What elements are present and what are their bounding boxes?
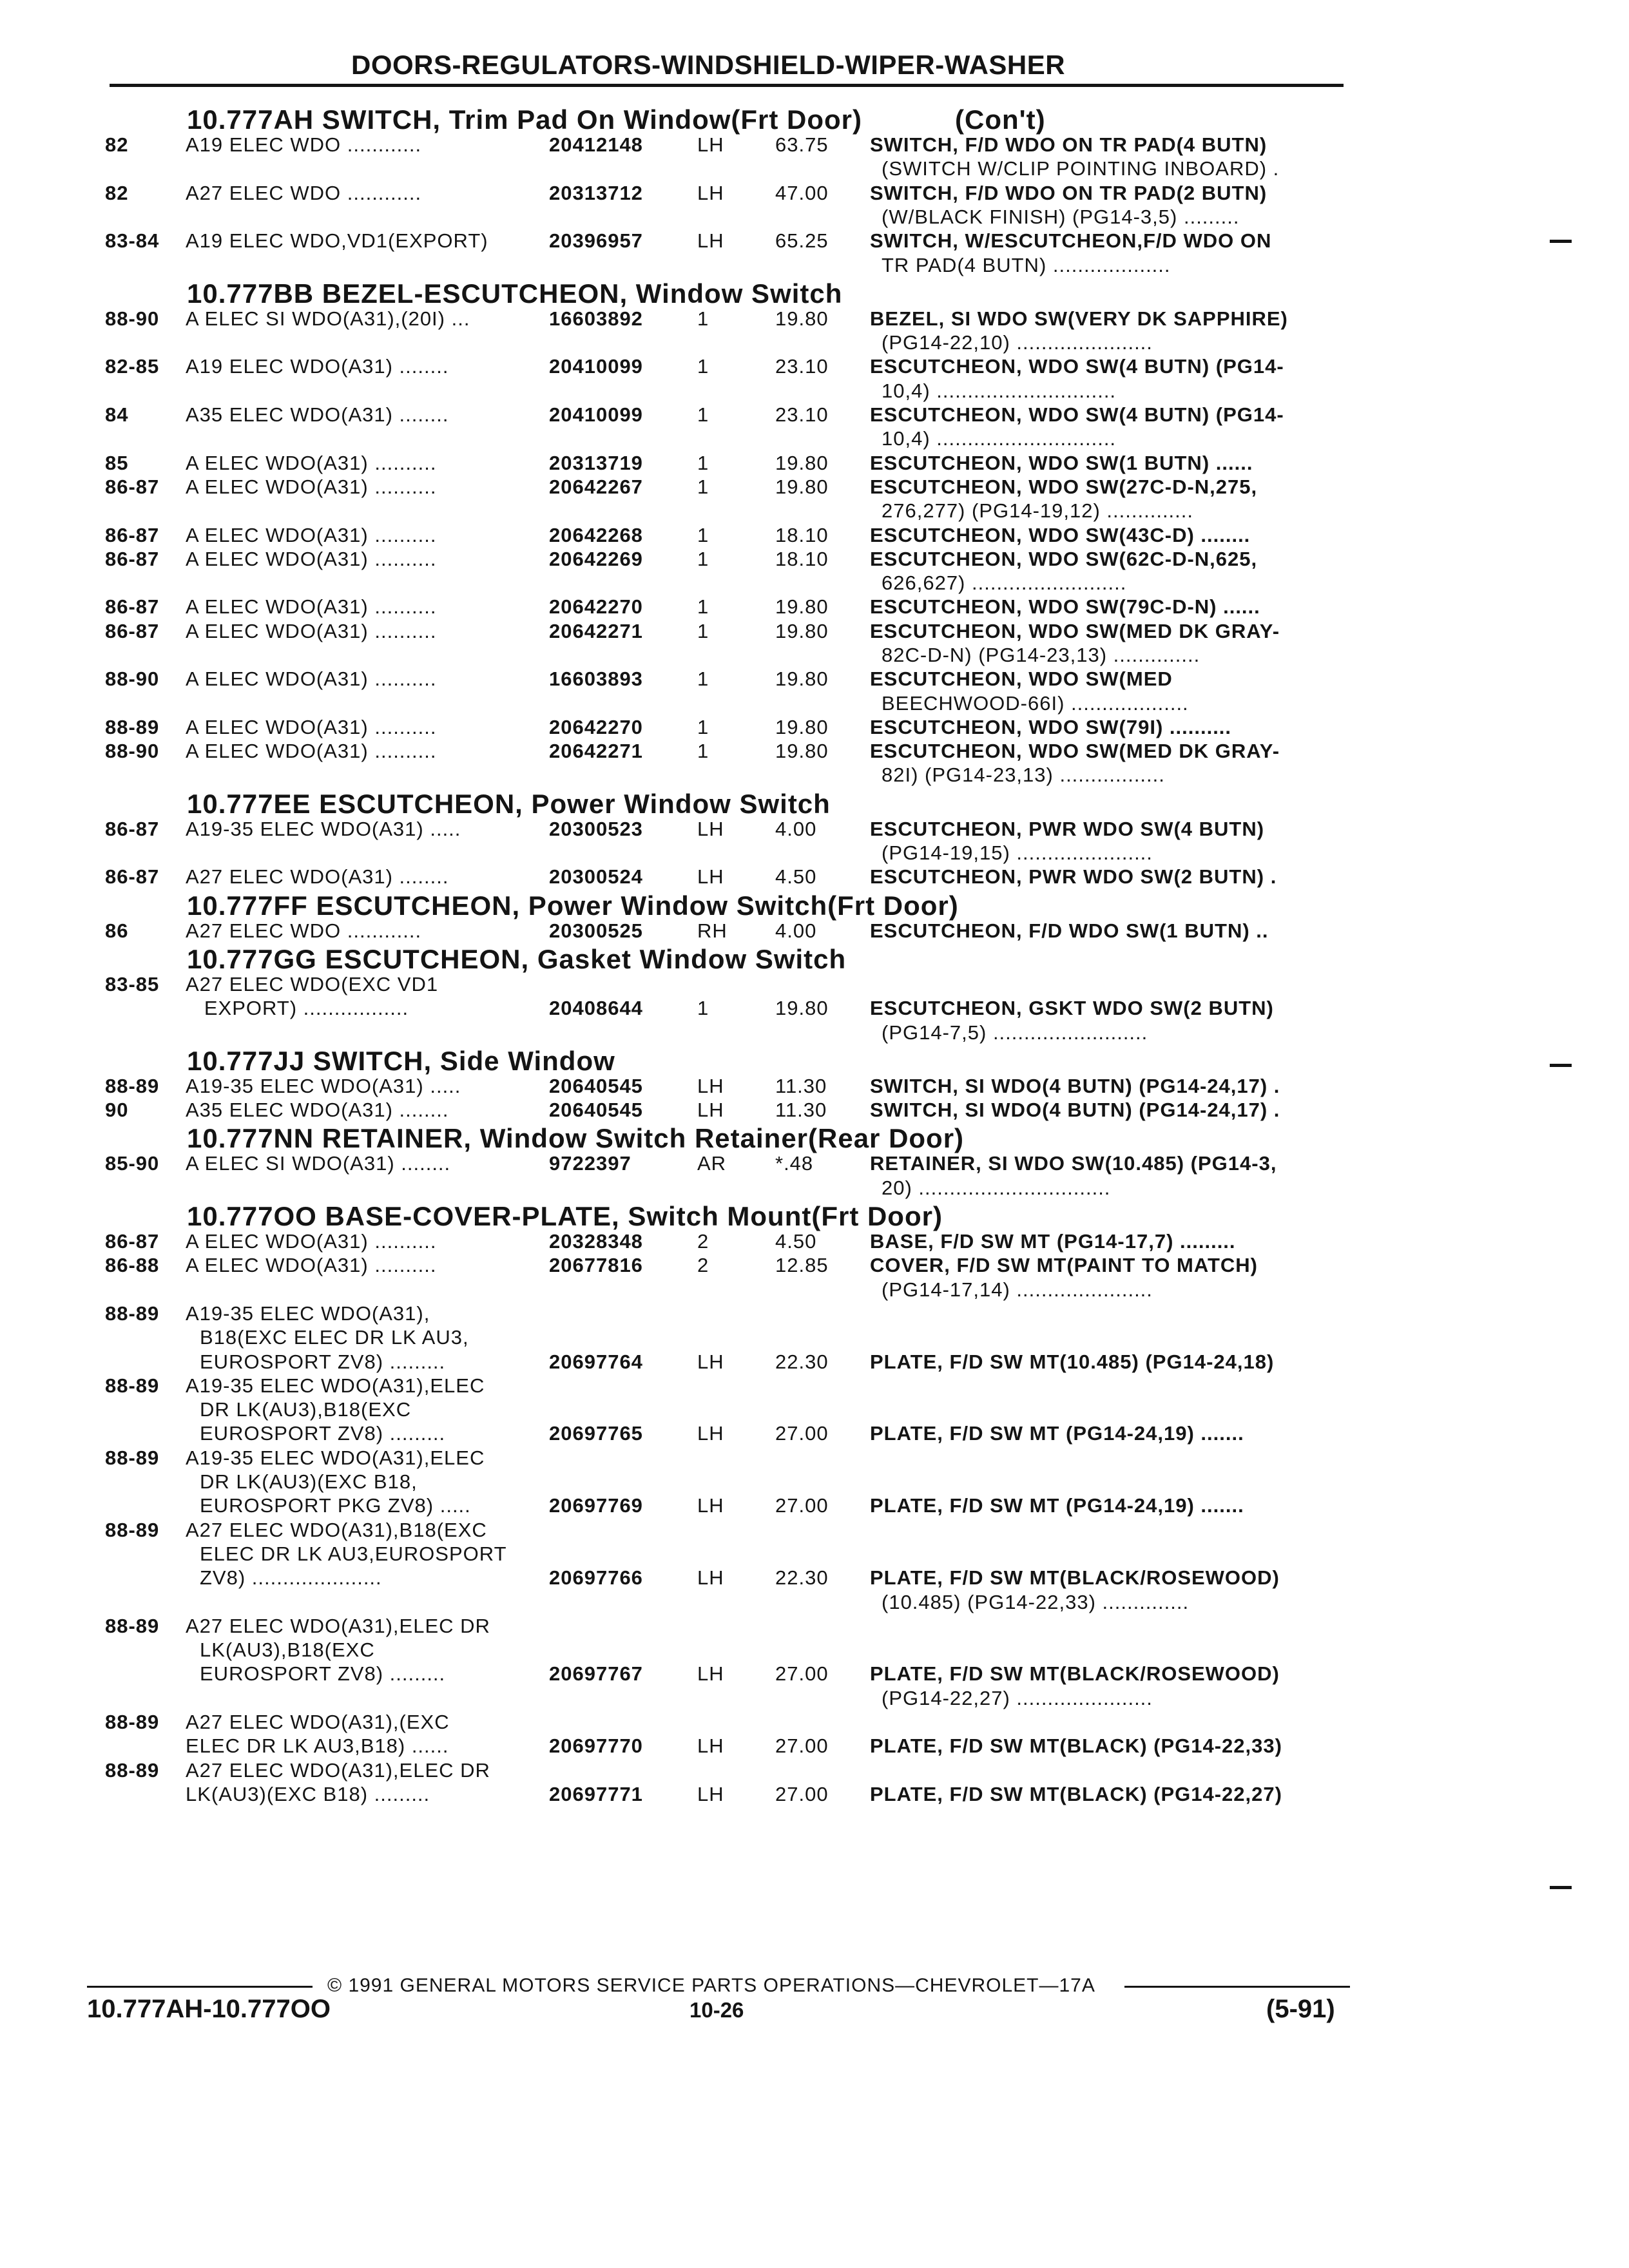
model-application: A ELEC WDO(A31) .......... xyxy=(186,595,437,618)
model-application: A27 ELEC WDO(A31),ELEC DR xyxy=(186,1615,490,1637)
model-application: ELEC DR LK AU3,B18) ...... xyxy=(186,1735,449,1757)
part-number: 20300523 xyxy=(549,818,643,840)
part-description: 20) ............................... xyxy=(882,1177,1111,1199)
part-number: 20642268 xyxy=(549,524,643,546)
model-application: A ELEC WDO(A31) .......... xyxy=(186,716,437,738)
list-price: 27.00 xyxy=(775,1422,829,1445)
footer-page-number: 10-26 xyxy=(689,1998,744,2022)
model-year: 86-87 xyxy=(105,818,160,840)
model-application: A19 ELEC WDO,VD1(EXPORT) xyxy=(186,229,488,252)
part-description: PLATE, F/D SW MT(BLACK) (PG14-22,33) xyxy=(870,1735,1282,1757)
model-application: A ELEC WDO(A31) .......... xyxy=(186,1230,437,1253)
part-number: 20697771 xyxy=(549,1783,643,1805)
part-description: ESCUTCHEON, F/D WDO SW(1 BUTN) .. xyxy=(870,919,1269,942)
page-header-title: DOORS-REGULATORS-WINDSHIELD-WIPER-WASHER xyxy=(351,50,1066,80)
part-number: 20410099 xyxy=(549,355,643,378)
model-application: EXPORT) ................. xyxy=(186,997,409,1019)
model-application: A ELEC WDO(A31) .......... xyxy=(186,524,437,546)
list-price: 19.80 xyxy=(775,307,829,330)
model-year: 86-87 xyxy=(105,548,160,570)
part-description: 10,4) ............................. xyxy=(882,427,1117,450)
part-description: 82C-D-N) (PG14-23,13) .............. xyxy=(882,644,1200,666)
part-description: TR PAD(4 BUTN) ................... xyxy=(882,254,1171,276)
section-title: 10.777AH SWITCH, Trim Pad On Window(Frt Door) xyxy=(187,104,863,135)
model-application: A ELEC SI WDO(A31) ........ xyxy=(186,1152,451,1175)
list-price: 19.80 xyxy=(775,668,829,690)
model-application: EUROSPORT ZV8) ......... xyxy=(200,1662,446,1685)
model-application: A ELEC WDO(A31) .......... xyxy=(186,452,437,474)
quantity: 2 xyxy=(697,1254,709,1276)
quantity: LH xyxy=(697,1422,724,1445)
list-price: 27.00 xyxy=(775,1783,829,1805)
model-application: A27 ELEC WDO(EXC VD1 xyxy=(186,973,439,995)
model-year: 86 xyxy=(105,919,129,942)
quantity: LH xyxy=(697,1099,724,1121)
model-application: LK(AU3),B18(EXC xyxy=(200,1639,375,1661)
list-price: 23.10 xyxy=(775,403,829,426)
part-number: 20697764 xyxy=(549,1350,643,1373)
list-price: 11.30 xyxy=(775,1075,827,1097)
list-price: 27.00 xyxy=(775,1662,829,1685)
part-number: 20410099 xyxy=(549,403,643,426)
model-application: A ELEC WDO(A31) .......... xyxy=(186,620,437,642)
quantity: 1 xyxy=(697,548,709,570)
section-title: 10.777GG ESCUTCHEON, Gasket Window Switch xyxy=(187,944,847,974)
model-application: ZV8) ..................... xyxy=(200,1566,382,1589)
part-description: ESCUTCHEON, WDO SW(27C-D-N,275, xyxy=(870,476,1258,498)
part-number: 20642270 xyxy=(549,595,643,618)
list-price: 19.80 xyxy=(775,716,829,738)
quantity: 1 xyxy=(697,668,709,690)
model-year: 84 xyxy=(105,403,129,426)
part-description: BASE, F/D SW MT (PG14-17,7) ......... xyxy=(870,1230,1236,1253)
model-application: A35 ELEC WDO(A31) ........ xyxy=(186,403,449,426)
quantity: 1 xyxy=(697,403,709,426)
quantity: LH xyxy=(697,229,724,252)
part-description: PLATE, F/D SW MT(10.485) (PG14-24,18) xyxy=(870,1350,1275,1373)
list-price: 19.80 xyxy=(775,452,829,474)
part-number: 20697769 xyxy=(549,1494,643,1517)
model-year: 88-89 xyxy=(105,716,160,738)
section-title: 10.777EE ESCUTCHEON, Power Window Switch xyxy=(187,789,831,819)
list-price: 19.80 xyxy=(775,476,829,498)
part-description: PLATE, F/D SW MT(BLACK/ROSEWOOD) xyxy=(870,1662,1280,1685)
part-number: 20677816 xyxy=(549,1254,643,1276)
part-number: 20642267 xyxy=(549,476,643,498)
list-price: 18.10 xyxy=(775,524,829,546)
part-description: SWITCH, W/ESCUTCHEON,F/D WDO ON xyxy=(870,229,1272,252)
part-number: 16603892 xyxy=(549,307,643,330)
quantity: LH xyxy=(697,182,724,204)
part-number: 20300525 xyxy=(549,919,643,942)
quantity: 1 xyxy=(697,524,709,546)
margin-tick xyxy=(1550,1886,1572,1889)
footer-date: (5-91) xyxy=(1266,1995,1335,2023)
header-rule xyxy=(110,84,1344,87)
part-description: 10,4) ............................. xyxy=(882,380,1117,402)
model-year: 83-85 xyxy=(105,973,160,995)
list-price: 22.30 xyxy=(775,1350,829,1373)
model-application: A ELEC WDO(A31) .......... xyxy=(186,476,437,498)
model-year: 88-89 xyxy=(105,1075,160,1097)
model-application: A19 ELEC WDO(A31) ........ xyxy=(186,355,449,378)
model-application: A19-35 ELEC WDO(A31) ..... xyxy=(186,1075,461,1097)
model-application: B18(EXC ELEC DR LK AU3, xyxy=(200,1326,469,1349)
part-number: 20642271 xyxy=(549,620,643,642)
footer-rule-left xyxy=(87,1986,313,1988)
model-application: EUROSPORT ZV8) ......... xyxy=(200,1422,446,1445)
quantity: 2 xyxy=(697,1230,709,1253)
list-price: 19.80 xyxy=(775,997,829,1019)
section-title: 10.777NN RETAINER, Window Switch Retainer(Rear Door) xyxy=(187,1123,965,1153)
part-description: ESCUTCHEON, WDO SW(79I) .......... xyxy=(870,716,1232,738)
list-price: 4.00 xyxy=(775,919,817,942)
part-description: (PG14-7,5) ......................... xyxy=(882,1021,1148,1044)
model-application: A27 ELEC WDO(A31) ........ xyxy=(186,865,449,888)
quantity: 1 xyxy=(697,452,709,474)
section-title: 10.777OO BASE-COVER-PLATE, Switch Mount(Frt Door) xyxy=(187,1201,943,1231)
part-number: 20300524 xyxy=(549,865,643,888)
part-description: ESCUTCHEON, GSKT WDO SW(2 BUTN) xyxy=(870,997,1274,1019)
model-year: 88-89 xyxy=(105,1446,160,1469)
model-application: A ELEC WDO(A31) .......... xyxy=(186,740,437,762)
model-year: 88-89 xyxy=(105,1374,160,1397)
list-price: 65.25 xyxy=(775,229,829,252)
part-number: 20313712 xyxy=(549,182,643,204)
part-number: 20640545 xyxy=(549,1075,643,1097)
part-description: SWITCH, SI WDO(4 BUTN) (PG14-24,17) . xyxy=(870,1099,1280,1121)
model-application: A27 ELEC WDO(A31),B18(EXC xyxy=(186,1519,487,1541)
part-description: ESCUTCHEON, WDO SW(62C-D-N,625, xyxy=(870,548,1258,570)
quantity: LH xyxy=(697,1075,724,1097)
quantity: LH xyxy=(697,818,724,840)
list-price: 63.75 xyxy=(775,133,829,156)
list-price: *.48 xyxy=(775,1152,814,1175)
part-number: 9722397 xyxy=(549,1152,631,1175)
part-description: (PG14-22,27) ...................... xyxy=(882,1687,1153,1709)
part-description: PLATE, F/D SW MT(BLACK) (PG14-22,27) xyxy=(870,1783,1282,1805)
model-application: DR LK(AU3)(EXC B18, xyxy=(200,1470,418,1493)
part-description: ESCUTCHEON, WDO SW(1 BUTN) ...... xyxy=(870,452,1253,474)
part-description: (SWITCH W/CLIP POINTING INBOARD) . xyxy=(882,157,1280,180)
model-application: A ELEC WDO(A31) .......... xyxy=(186,548,437,570)
part-number: 20642269 xyxy=(549,548,643,570)
model-year: 86-87 xyxy=(105,476,160,498)
section-continued-label: (Con't) xyxy=(955,104,1046,135)
quantity: RH xyxy=(697,919,728,942)
list-price: 11.30 xyxy=(775,1099,827,1121)
part-description: 276,277) (PG14-19,12) .............. xyxy=(882,499,1194,522)
model-year: 88-89 xyxy=(105,1711,160,1733)
quantity: LH xyxy=(697,1566,724,1589)
part-description: PLATE, F/D SW MT(BLACK/ROSEWOOD) xyxy=(870,1566,1280,1589)
part-description: SWITCH, SI WDO(4 BUTN) (PG14-24,17) . xyxy=(870,1075,1280,1097)
part-description: PLATE, F/D SW MT (PG14-24,19) ....... xyxy=(870,1422,1244,1445)
part-description: (PG14-17,14) ...................... xyxy=(882,1278,1153,1301)
quantity: LH xyxy=(697,865,724,888)
model-year: 88-90 xyxy=(105,307,160,330)
model-year: 88-89 xyxy=(105,1615,160,1637)
model-year: 86-88 xyxy=(105,1254,160,1276)
model-application: EUROSPORT PKG ZV8) ..... xyxy=(200,1494,471,1517)
footer-rule-right xyxy=(1124,1986,1350,1988)
list-price: 4.00 xyxy=(775,818,817,840)
quantity: 1 xyxy=(697,740,709,762)
part-description: (10.485) (PG14-22,33) .............. xyxy=(882,1591,1190,1613)
quantity: LH xyxy=(697,1783,724,1805)
list-price: 23.10 xyxy=(775,355,829,378)
quantity: AR xyxy=(697,1152,727,1175)
part-number: 20396957 xyxy=(549,229,643,252)
part-number: 20412148 xyxy=(549,133,643,156)
model-application: A27 ELEC WDO ............ xyxy=(186,182,422,204)
model-year: 82-85 xyxy=(105,355,160,378)
model-year: 88-90 xyxy=(105,668,160,690)
part-number: 20640545 xyxy=(549,1099,643,1121)
part-description: 82I) (PG14-23,13) ................. xyxy=(882,764,1165,786)
quantity: 1 xyxy=(697,997,709,1019)
list-price: 18.10 xyxy=(775,548,829,570)
list-price: 4.50 xyxy=(775,1230,817,1253)
model-year: 88-89 xyxy=(105,1302,160,1325)
model-year: 86-87 xyxy=(105,595,160,618)
section-title: 10.777JJ SWITCH, Side Window xyxy=(187,1046,615,1076)
model-year: 86-87 xyxy=(105,1230,160,1253)
part-number: 16603893 xyxy=(549,668,643,690)
list-price: 47.00 xyxy=(775,182,829,204)
model-year: 88-90 xyxy=(105,740,160,762)
part-number: 20697765 xyxy=(549,1422,643,1445)
quantity: LH xyxy=(697,1494,724,1517)
part-description: BEZEL, SI WDO SW(VERY DK SAPPHIRE) xyxy=(870,307,1288,330)
part-number: 20697770 xyxy=(549,1735,643,1757)
model-application: A27 ELEC WDO(A31),(EXC xyxy=(186,1711,450,1733)
section-title: 10.777BB BEZEL-ESCUTCHEON, Window Switch xyxy=(187,278,843,309)
model-application: ELEC DR LK AU3,EUROSPORT xyxy=(200,1542,507,1565)
quantity: 1 xyxy=(697,307,709,330)
quantity: 1 xyxy=(697,716,709,738)
model-year: 86-87 xyxy=(105,620,160,642)
list-price: 27.00 xyxy=(775,1735,829,1757)
model-application: A19-35 ELEC WDO(A31) ..... xyxy=(186,818,461,840)
model-application: A19-35 ELEC WDO(A31),ELEC xyxy=(186,1374,485,1397)
part-description: ESCUTCHEON, PWR WDO SW(2 BUTN) . xyxy=(870,865,1277,888)
list-price: 12.85 xyxy=(775,1254,829,1276)
model-application: A27 ELEC WDO(A31),ELEC DR xyxy=(186,1759,490,1782)
part-description: ESCUTCHEON, PWR WDO SW(4 BUTN) xyxy=(870,818,1265,840)
model-year: 90 xyxy=(105,1099,129,1121)
quantity: LH xyxy=(697,1662,724,1685)
model-year: 82 xyxy=(105,133,129,156)
footer-copyright: © 1991 GENERAL MOTORS SERVICE PARTS OPERATIONS—CHEVROLET—17A xyxy=(327,1975,1095,1996)
list-price: 22.30 xyxy=(775,1566,829,1589)
part-description: (PG14-22,10) ...................... xyxy=(882,331,1153,354)
part-description: ESCUTCHEON, WDO SW(43C-D) ........ xyxy=(870,524,1251,546)
model-application: A19-35 ELEC WDO(A31), xyxy=(186,1302,430,1325)
model-year: 85-90 xyxy=(105,1152,160,1175)
model-application: A ELEC SI WDO(A31),(20I) ... xyxy=(186,307,470,330)
part-description: BEECHWOOD-66I) ................... xyxy=(882,692,1189,715)
section-title: 10.777FF ESCUTCHEON, Power Window Switch(Frt Door) xyxy=(187,890,959,921)
quantity: LH xyxy=(697,133,724,156)
part-description: (PG14-19,15) ...................... xyxy=(882,841,1153,864)
quantity: LH xyxy=(697,1350,724,1373)
model-application: LK(AU3)(EXC B18) ......... xyxy=(186,1783,430,1805)
model-application: DR LK(AU3),B18(EXC xyxy=(200,1398,412,1421)
footer-section-range: 10.777AH-10.777OO xyxy=(87,1995,331,2023)
part-description: SWITCH, F/D WDO ON TR PAD(2 BUTN) xyxy=(870,182,1268,204)
part-number: 20313719 xyxy=(549,452,643,474)
quantity: 1 xyxy=(697,595,709,618)
list-price: 4.50 xyxy=(775,865,817,888)
part-number: 20642270 xyxy=(549,716,643,738)
part-description: ESCUTCHEON, WDO SW(79C-D-N) ...... xyxy=(870,595,1260,618)
model-year: 85 xyxy=(105,452,129,474)
quantity: 1 xyxy=(697,355,709,378)
list-price: 27.00 xyxy=(775,1494,829,1517)
model-year: 86-87 xyxy=(105,865,160,888)
model-application: A ELEC WDO(A31) .......... xyxy=(186,1254,437,1276)
part-description: PLATE, F/D SW MT (PG14-24,19) ....... xyxy=(870,1494,1244,1517)
model-application: A35 ELEC WDO(A31) ........ xyxy=(186,1099,449,1121)
quantity: 1 xyxy=(697,620,709,642)
part-description: (W/BLACK FINISH) (PG14-3,5) ......... xyxy=(882,206,1240,228)
model-year: 83-84 xyxy=(105,229,160,252)
model-application: A19 ELEC WDO ............ xyxy=(186,133,422,156)
margin-tick xyxy=(1550,1064,1572,1067)
part-description: ESCUTCHEON, WDO SW(MED xyxy=(870,668,1173,690)
model-year: 86-87 xyxy=(105,524,160,546)
model-application: A ELEC WDO(A31) .......... xyxy=(186,668,437,690)
part-number: 20328348 xyxy=(549,1230,643,1253)
part-description: 626,627) ......................... xyxy=(882,572,1127,594)
part-description: RETAINER, SI WDO SW(10.485) (PG14-3, xyxy=(870,1152,1277,1175)
part-number: 20697766 xyxy=(549,1566,643,1589)
part-description: ESCUTCHEON, WDO SW(4 BUTN) (PG14- xyxy=(870,403,1284,426)
margin-tick xyxy=(1550,240,1572,243)
part-number: 20697767 xyxy=(549,1662,643,1685)
quantity: 1 xyxy=(697,476,709,498)
part-description: ESCUTCHEON, WDO SW(MED DK GRAY- xyxy=(870,620,1280,642)
list-price: 19.80 xyxy=(775,740,829,762)
model-application: EUROSPORT ZV8) ......... xyxy=(200,1350,446,1373)
part-description: ESCUTCHEON, WDO SW(MED DK GRAY- xyxy=(870,740,1280,762)
list-price: 19.80 xyxy=(775,595,829,618)
model-application: A27 ELEC WDO ............ xyxy=(186,919,422,942)
model-year: 88-89 xyxy=(105,1759,160,1782)
model-year: 88-89 xyxy=(105,1519,160,1541)
part-number: 20642271 xyxy=(549,740,643,762)
part-description: ESCUTCHEON, WDO SW(4 BUTN) (PG14- xyxy=(870,355,1284,378)
list-price: 19.80 xyxy=(775,620,829,642)
part-description: COVER, F/D SW MT(PAINT TO MATCH) xyxy=(870,1254,1258,1276)
model-year: 82 xyxy=(105,182,129,204)
part-description: SWITCH, F/D WDO ON TR PAD(4 BUTN) xyxy=(870,133,1268,156)
model-application: A19-35 ELEC WDO(A31),ELEC xyxy=(186,1446,485,1469)
part-number: 20408644 xyxy=(549,997,643,1019)
quantity: LH xyxy=(697,1735,724,1757)
